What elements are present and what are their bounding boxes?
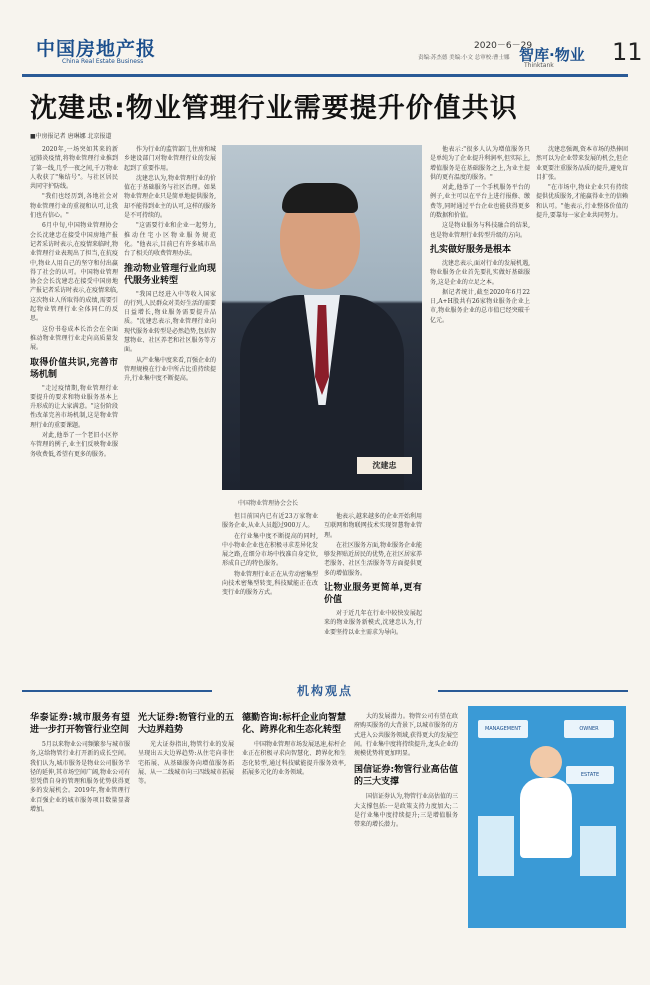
opinion-body: 中国物业管理市场发展迅速,标杆企业正在积极寻求向智慧化、跨界化和生态化转型,通过科技赋能提升服务效率,拓展多元化的业务领域。 xyxy=(242,741,346,776)
opinion-title: 国信证券:物管行业高估值的三大支撑 xyxy=(354,765,458,788)
paragraph: 沈建忠认为,物业管理行业的价值在于基础服务与社区治理。如果物业管理企业只是简单地提供服务,却不能得到业主的认可,这样的服务是不可持续的。 xyxy=(124,174,216,220)
paragraph: 2020年,一场突如其来的新冠肺炎疫情,将物业管理行业推到了第一线,几乎一夜之间,千万物业人收获了"集结号"。与社区居民共同守护防线。 xyxy=(30,146,118,191)
paragraph: "我们也经历到,各地社会对物业管理行业的重视和认可,让我们也有信心。" xyxy=(30,193,118,220)
issue-date: 2020－6－29 xyxy=(474,41,533,51)
article-column-5 xyxy=(430,145,530,675)
opinion-body: 国信证券认为,物管行业高估值的三大支撑包括:一是政策支持力度加大;二是行业集中度持续提升;三是增值服务带来的增长潜力。 xyxy=(354,793,458,829)
paragraph: 对于近几年在行业中较快发展起来的物业服务新模式,沈建忠认为,行业要坚持以业主需求为导向。 xyxy=(324,610,422,636)
person-head-icon xyxy=(530,746,562,778)
opinions-banner xyxy=(22,682,628,700)
graphic-card-management: MANAGEMENT xyxy=(478,720,528,738)
photo-caption: 中国物业管理协会会长 xyxy=(238,500,299,507)
paragraph: 在社区服务方面,物业服务企业能够发挥贴近居民的优势,在社区居家养老服务、社区生活服务等方面提供更多的增值服务。 xyxy=(324,541,422,577)
opinion-title: 德勤咨询:标杆企业向智慧化、跨界化和生态化转型 xyxy=(242,713,346,735)
paragraph: 沈建忠强调,资本市场的热捧固然可以为企业带来发展的机会,但企业更要注重服务品质的提升,避免盲目扩张。 xyxy=(536,146,628,181)
paragraph: 作为行业的监管部门,住房和城乡建设部门对物业管理行业的发展起到了重要作用。 xyxy=(124,146,216,172)
article-column-1 xyxy=(30,145,118,675)
person-body-icon xyxy=(520,778,572,858)
photo-name-label: 沈建忠 xyxy=(357,457,412,474)
paragraph: 沈建忠表示,面对行业的发展机遇,物业服务企业首先要扎实做好基础服务,这是企业的立足之本。 xyxy=(430,259,530,286)
banner-rule-right xyxy=(438,690,628,692)
paragraph: 物业管理行业正在从劳动密集型向技术密集型转变,科技赋能正在改变行业的服务方式。 xyxy=(222,570,318,597)
opinion-body: 光大证券指出,物管行业的发展呈现出五大边界趋势:从住宅向非住宅拓展、从基础服务向增值服务拓展、从一二线城市向三四线城市拓展等。 xyxy=(138,741,234,786)
byline: ■中房报记者 唐琳娜 北京报道 xyxy=(30,133,112,140)
newspaper-logo: 中国房地产报 xyxy=(36,38,157,60)
opinion-title: 华泰证券:城市服务有望进一步打开物管行业空间 xyxy=(30,713,130,735)
banner-rule-left xyxy=(22,690,212,692)
subheading: 让物业服务更简单,更有价值 xyxy=(324,583,422,606)
graphic-card-owner: OWNER xyxy=(564,720,614,738)
newspaper-logo-en: China Real Estate Business xyxy=(62,58,144,65)
opinion-body: 大的发展潜力。物管公司有望在政府购买服务的大背景下,以城市服务的方式进入公共服务领域,获得更大的发展空间。行业集中度将持续提升,龙头企业的规模优势将更加明显。 xyxy=(354,713,458,758)
portrait-photo xyxy=(222,145,422,490)
building-icon xyxy=(580,826,616,876)
paragraph: 但目前国内已有近23万家物业服务企业,从业人员超过900万人。 xyxy=(222,513,318,530)
article-column-4 xyxy=(324,512,422,677)
subheading: 取得价值共识,完善市场机制 xyxy=(30,357,118,380)
paragraph: 对此,他举了一个老旧小区停车管理的例子,业主们反映物业服务收费低,希望有更多的服务。 xyxy=(30,432,118,458)
page-number: 11 xyxy=(612,38,643,66)
paragraph: 在行业集中度不断提高的同时,中小物业企业也在积极寻求差异化发展之路,在细分市场中找准自身定位,形成自己的特色服务。 xyxy=(222,532,318,568)
section-title-en: Thinktank xyxy=(524,62,554,69)
property-management-graphic xyxy=(468,706,626,928)
paragraph: 6月中旬,中国物业管理协会会长沈建忠在接受中国房地产报记者采访时表示,在疫情来临时,物业管理行业表现出了担当,在抗疫中,物业人用自己的坚守和付出赢得了社会的认可。中国物业管理协会会长沈建忠在接受中国房地产报记者采访时表示,在疫情来临,这次物业人所取得的成绩,需要引起物业管理行业全体同仁的反思。 xyxy=(30,222,118,323)
paragraph: 从产业集中度来看,百强企业的管理规模在行业中所占比重持续提升,行业集中度不断提高。 xyxy=(124,356,216,383)
opinions-title: 机构观点 xyxy=(296,684,353,698)
article-column-6 xyxy=(536,145,628,675)
opinion-body: 5月以来物业公司频繁参与城市服务,这给物管行业打开新的成长空间。我们认为,城市服务是物业公司服务半径的延伸,其市场空间广阔,物业公司有望凭借自身的管理和服务优势获得更多的发展机会。2019年,物业管理行业百强企业的城市服务项目数量显著增加。 xyxy=(30,741,130,814)
page-header xyxy=(22,22,643,74)
graphic-card-estate: ESTATE xyxy=(566,766,614,784)
opinion-huatai xyxy=(30,712,130,932)
paragraph: "我国已经进入中等收入国家的行列,人民群众对美好生活的需要日益增长,物业服务需要提升品质。"沈建忠表示,物业管理行业向现代服务业转型是必然趋势,包括智慧物业、社区养老和社区服务等方面。 xyxy=(124,290,216,354)
paragraph: 他表示:"很多人认为增值服务只是单纯为了企业提升利润率,但实际上,增值服务是在基础服务之上,为业主提供的更有温度的服务。" xyxy=(430,146,530,181)
header-rule xyxy=(22,74,628,77)
paragraph: "这需要行业和企业一起努力,推动住宅小区物业服务规范化。"他表示,目前已有许多城市出台了相关的收费管理办法。 xyxy=(124,222,216,258)
article-column-2 xyxy=(124,145,216,675)
opinion-deloitte xyxy=(242,712,346,932)
editors-line: 责编:苏杰德 美编:小文 总审校:曹士娜 xyxy=(418,55,510,61)
paragraph: 这是物业服务与科技融合的结果,也是物业管理行业转型升级的方向。 xyxy=(430,222,530,239)
section-title: 智库·物业 xyxy=(519,46,585,64)
subheading: 推动物业管理行业向现代服务业转型 xyxy=(124,263,216,286)
building-icon xyxy=(478,816,514,876)
headline: 沈建忠:物业管理行业需要提升价值共识 xyxy=(30,93,518,124)
subheading: 扎实做好服务是根本 xyxy=(430,244,512,255)
opinion-everbright xyxy=(138,712,234,932)
opinion-continued xyxy=(354,712,458,932)
paragraph: 这份书卷成本长治会在全面推动物业管理行业走向高质量发展。 xyxy=(30,325,118,352)
paragraph: 他表示,越来越多的企业开始利用互联网和物联网技术实现智慧物业管理。 xyxy=(324,513,422,539)
article-column-3 xyxy=(222,512,318,677)
paragraph: "走过疫情期,物业管理行业要提升的要求和物业服务基本上升形成的让大家满意。"这份阶段性改革完善市场机制,这是物业管理行业的重要课题。 xyxy=(30,384,118,429)
paragraph: 对此,他举了一个手机服务平台的例子,业主可以在平台上进行报修、缴费等,同时通过平台企业也能获得更多的数据和价值。 xyxy=(430,184,530,220)
opinion-title: 光大证券:物管行业的五大边界趋势 xyxy=(138,713,234,735)
photo-hair xyxy=(282,183,358,213)
paragraph: "在市场中,物业企业只有持续提供优质服务,才能赢得业主的信赖和认可。"他表示,行业整体价值的提升,要靠每一家企业共同努力。 xyxy=(536,184,628,220)
paragraph: 据记者统计,截至2020年6月22日,A+H股共有26家物业服务企业上市,物业服务企业的总市值已经突破千亿元。 xyxy=(430,288,530,324)
